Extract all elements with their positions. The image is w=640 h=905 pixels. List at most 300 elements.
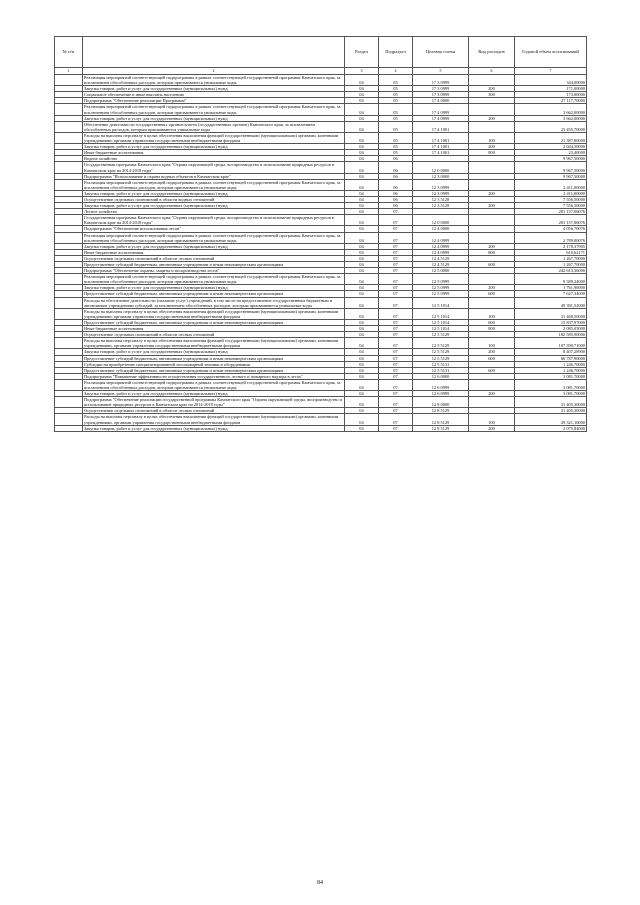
row-section-cell: 04 [345, 132, 379, 143]
row-target-cell: 12 6 0999 [413, 379, 469, 390]
table-row [55, 274, 587, 285]
row-subsection-cell: 07 [379, 373, 413, 379]
row-expense-type-cell: 200 [469, 144, 515, 150]
row-subsection-cell: 07 [379, 308, 413, 319]
table-row [55, 414, 587, 425]
table-row [55, 338, 587, 349]
row-subsection-cell: 07 [379, 414, 413, 425]
row-expense-type-cell: 100 [469, 308, 515, 319]
row-amount-cell: 2 085,05000 [515, 326, 587, 332]
column-index-row [55, 68, 587, 75]
row-amount-cell: 281 157,06076 [515, 209, 587, 215]
row-target-cell: 12 4 0999 [413, 249, 469, 255]
row-name-cell: Закупка товаров, работ и услуг для государственных (муниципальных) нужд [83, 115, 345, 121]
row-expense-type-cell: 200 [469, 86, 515, 92]
row-name-cell: Расходы на выплаты персоналу в целях обеспечения выполнения функций государственными (муниципальными) органами, казенными учреждениями, органами управления государственными внебюджетными фондами [83, 132, 345, 143]
row-amount-cell: 9 389,24000 [515, 274, 587, 285]
row-section-cell: 04 [345, 326, 379, 332]
row-target-cell: 12 0 0000 [413, 215, 469, 226]
row-target-cell: 12 5 5129 [413, 332, 469, 338]
row-expense-type-cell: 800 [469, 326, 515, 332]
row-section-cell: 04 [345, 285, 379, 291]
row-name-cell: Подпрограмма "Обеспечение использования лесов" [83, 226, 345, 232]
row-section-cell: 04 [345, 274, 379, 285]
row-name-cell: Осуществление отдельных полномочий в области лесных отношений [83, 408, 345, 414]
row-amount-cell: 27 117,70000 [515, 98, 587, 104]
row-subsection-cell: 05 [379, 104, 413, 115]
col-header-expense-type: Вид расходов [469, 37, 515, 68]
row-subsection-cell: 06 [379, 203, 413, 209]
row-subsection-cell: 07 [379, 326, 413, 332]
row-section-cell: 04 [345, 86, 379, 92]
table-row [55, 132, 587, 143]
row-section-cell: 04 [345, 104, 379, 115]
row-name-cell: Закупка товаров, работ и услуг для государственных (муниципальных) нужд [83, 285, 345, 291]
row-name-cell: Предоставление субсидий бюджетным, автономным учреждениям и иным некоммерческим организациям [83, 355, 345, 361]
row-amount-cell: 7 627,34000 [515, 291, 587, 297]
row-subsection-cell: 07 [379, 249, 413, 255]
row-subsection-cell: 06 [379, 179, 413, 190]
row-section-cell: 04 [345, 209, 379, 215]
row-subsection-cell: 07 [379, 209, 413, 215]
table-row [55, 215, 587, 226]
row-subsection-cell: 07 [379, 262, 413, 268]
row-section-cell: 04 [345, 319, 379, 325]
row-amount-cell: 281 157,06076 [515, 215, 587, 226]
row-target-cell: 12 5 5131 [413, 361, 469, 367]
row-amount-cell: 1 267,70000 [515, 255, 587, 261]
row-expense-type-cell: 600 [469, 319, 515, 325]
column-index: 6 [469, 68, 515, 75]
row-section-cell: 04 [345, 92, 379, 98]
row-name-cell: Подпрограмма "Обеспечение реализации Программы" [83, 98, 345, 104]
row-subsection-cell: 07 [379, 274, 413, 285]
row-name-cell: Расходы на выплаты персоналу в целях обеспечения выполнения функций государственными (муниципальными) органами, казенными учреждениями, органами управления государственными внебюджетными фондами [83, 414, 345, 425]
row-section-cell: 04 [345, 414, 379, 425]
row-name-cell: Закупка товаров, работ и услуг для государственных (муниципальных) нужд [83, 349, 345, 355]
col-header-annual-amount: Годовой объем ассигнований [515, 37, 587, 68]
row-name-cell: Закупка товаров, работ и услуг для государственных (муниципальных) нужд [83, 190, 345, 196]
row-expense-type-cell: 100 [469, 414, 515, 425]
row-target-cell: 12 8 5129 [413, 408, 469, 414]
row-target-cell: 12 4 0000 [413, 226, 469, 232]
row-name-cell: Реализация мероприятий соответствующей подпрограммы в рамках соответствующей государственной программы Камчатского края, за исключением обособленных расходов, которым присваиваются уникальные коды [83, 232, 345, 243]
table-row [55, 232, 587, 243]
row-target-cell: 12 3 0000 [413, 173, 469, 179]
row-subsection-cell: 07 [379, 391, 413, 397]
row-name-cell: Иные бюджетные ассигнования [83, 326, 345, 332]
row-expense-type-cell: 800 [469, 249, 515, 255]
row-name-cell: Закупка товаров, работ и услуг для государственных (муниципальных) нужд [83, 243, 345, 249]
row-section-cell: 04 [345, 338, 379, 349]
row-amount-cell: 31 405,30000 [515, 397, 587, 408]
table-row [55, 425, 587, 431]
row-target-cell: 12 8 5129 [413, 414, 469, 425]
row-target-cell: 12 8 0000 [413, 397, 469, 408]
row-target-cell: 12 3 0999 [413, 190, 469, 196]
row-target-cell: 12 5 5129 [413, 338, 469, 349]
row-section-cell: 04 [345, 297, 379, 308]
row-name-cell: Обеспечение деятельности государственных органов власти (государственных органов) Камчатского края, за исключением обособленных расходов, которым присваиваются уникальные коды [83, 121, 345, 132]
row-amount-cell: 610,62171 [515, 249, 587, 255]
row-target-cell: 12 6 0999 [413, 391, 469, 397]
row-name-cell: Закупка товаров, работ и услуг для государственных (муниципальных) нужд [83, 144, 345, 150]
row-name-cell: Предоставление субсидий бюджетным, автономным учреждениям и иным некоммерческим организациям [83, 262, 345, 268]
row-number-cell [55, 162, 83, 173]
row-subsection-cell: 07 [379, 232, 413, 243]
row-amount-cell: 49 391,52000 [515, 297, 587, 308]
row-section-cell: 04 [345, 156, 379, 162]
row-amount-cell: 7 556,50000 [515, 196, 587, 202]
row-section-cell: 04 [345, 397, 379, 408]
row-name-cell: Осуществление отдельных полномочий в области лесных отношений [83, 255, 345, 261]
page-number: 84 [317, 880, 323, 886]
row-number-cell [55, 425, 83, 431]
row-expense-type-cell [469, 75, 515, 86]
row-subsection-cell: 06 [379, 190, 413, 196]
row-target-cell: 17 4 1001 [413, 144, 469, 150]
row-amount-cell: 3 662,00000 [515, 115, 587, 121]
row-name-cell: Осуществление отдельных полномочий в области водных отношений [83, 196, 345, 202]
row-section-cell: 04 [345, 361, 379, 367]
row-section-cell: 04 [345, 373, 379, 379]
row-expense-type-cell: 600 [469, 367, 515, 373]
row-amount-cell: 7 556,50000 [515, 203, 587, 209]
row-section-cell: 04 [345, 162, 379, 173]
table-row [55, 379, 587, 390]
table-row [55, 162, 587, 173]
row-expense-type-cell: 200 [469, 243, 515, 249]
row-amount-cell: 107 390,71000 [515, 338, 587, 349]
row-subsection-cell: 06 [379, 162, 413, 173]
row-subsection-cell: 07 [379, 408, 413, 414]
row-amount-cell: 4 056,70076 [515, 226, 587, 232]
row-expense-type-cell: 200 [469, 115, 515, 121]
row-section-cell: 04 [345, 150, 379, 156]
row-expense-type-cell: 200 [469, 190, 515, 196]
row-target-cell: 12 8 5129 [413, 425, 469, 431]
row-section-cell: 04 [345, 232, 379, 243]
row-section-cell: 04 [345, 203, 379, 209]
row-name-cell: Реализация мероприятий соответствующей подпрограммы в рамках соответствующей государственной программы Камчатского края, за исключением обособленных расходов, которым присваиваются уникальные коды [83, 274, 345, 285]
row-amount-cell: 23 455,70000 [515, 121, 587, 132]
row-subsection-cell: 07 [379, 397, 413, 408]
row-name-cell: Реализация мероприятий соответствующей подпрограммы в рамках соответствующей государственной программы Камчатского края, за исключением обособленных расходов, которым присваиваются уникальные коды [83, 75, 345, 86]
row-subsection-cell: 05 [379, 121, 413, 132]
row-expense-type-cell: 200 [469, 285, 515, 291]
table-row [55, 308, 587, 319]
row-name-cell: Реализация мероприятий соответствующей подпрограммы в рамках соответствующей государственной программы Камчатского края, за исключением обособленных расходов, которым присваиваются уникальные коды [83, 179, 345, 190]
row-amount-cell: 344,00000 [515, 75, 587, 86]
row-amount-cell: 29 321,16000 [515, 414, 587, 425]
row-name-cell: Иные бюджетные ассигнования [83, 249, 345, 255]
row-target-cell: 12 5 0999 [413, 274, 469, 285]
row-name-cell: Закупка товаров, работ и услуг для государственных (муниципальных) нужд [83, 203, 345, 209]
row-target-cell: 12 5 0000 [413, 268, 469, 274]
row-expense-type-cell: 600 [469, 355, 515, 361]
row-section-cell: 04 [345, 332, 379, 338]
row-expense-type-cell [469, 104, 515, 115]
row-target-cell: 12 5 0999 [413, 285, 469, 291]
table-body [55, 75, 587, 432]
row-section-cell: 04 [345, 367, 379, 373]
row-amount-cell: 1 761,90000 [515, 285, 587, 291]
col-header-section: Раздел [345, 37, 379, 68]
row-target-cell: 12 5 5129 [413, 349, 469, 355]
row-amount-cell: 9 967,50000 [515, 162, 587, 173]
row-amount-cell: 15 837,97000 [515, 319, 587, 325]
row-subsection-cell: 07 [379, 332, 413, 338]
row-target-cell: 12 3 5128 [413, 196, 469, 202]
row-subsection-cell: 07 [379, 291, 413, 297]
row-expense-type-cell: 200 [469, 349, 515, 355]
row-name-cell: Предоставление субсидий бюджетным, автономным учреждениям и иным некоммерческим организациям [83, 319, 345, 325]
row-target-cell: 17 4 0000 [413, 98, 469, 104]
row-name-cell: Закупка товаров, работ и услуг для государственных (муниципальных) нужд [83, 391, 345, 397]
budget-table [54, 36, 587, 432]
row-target-cell: 17 3 0999 [413, 75, 469, 86]
row-name-cell: Подпрограмма "Обеспечение охраны, защиты и воспроизводства лесов" [83, 268, 345, 274]
row-section-cell: 04 [345, 121, 379, 132]
row-target-cell: 12 4 0999 [413, 243, 469, 249]
row-section-cell: 04 [345, 268, 379, 274]
row-section-cell: 04 [345, 173, 379, 179]
row-expense-type-cell: 800 [469, 150, 515, 156]
col-header-target-article: Целевая статья [413, 37, 469, 68]
table-row [55, 75, 587, 86]
row-subsection-cell: 05 [379, 98, 413, 104]
row-target-cell: 17 3 0999 [413, 86, 469, 92]
table-row [55, 397, 587, 408]
row-subsection-cell: 07 [379, 379, 413, 390]
row-subsection-cell: 07 [379, 297, 413, 308]
row-amount-cell: 3 081,70000 [515, 379, 587, 390]
row-section-cell: 04 [345, 349, 379, 355]
table-row [55, 104, 587, 115]
row-subsection-cell: 05 [379, 92, 413, 98]
row-name-cell: Водное хозяйство [83, 156, 345, 162]
row-section-cell: 04 [345, 425, 379, 431]
row-number-cell [55, 132, 83, 143]
row-target-cell: 17 3 0999 [413, 92, 469, 98]
row-section-cell: 04 [345, 226, 379, 232]
table-row [55, 297, 587, 308]
row-amount-cell: 9 967,50000 [515, 156, 587, 162]
row-section-cell: 04 [345, 196, 379, 202]
row-amount-cell: 2 178,37905 [515, 243, 587, 249]
row-name-cell: Субсидии на приобретение специализированной лесопожарной техники и оборудования [83, 361, 345, 367]
row-section-cell: 04 [345, 190, 379, 196]
row-target-cell: 17 4 0999 [413, 104, 469, 115]
row-section-cell: 04 [345, 98, 379, 104]
row-name-cell: Подпрограмма "Использование и охрана водных объектов в Камчатском крае" [83, 173, 345, 179]
column-index: 5 [413, 68, 469, 75]
row-number-cell [55, 179, 83, 190]
row-amount-cell: 3 662,00000 [515, 104, 587, 115]
row-amount-cell: 182 585,90000 [515, 332, 587, 338]
row-subsection-cell: 07 [379, 285, 413, 291]
row-name-cell: Расходы на обеспечение деятельности (оказание услуг) учреждений, в том числе на предоставление государственным бюджетным и автономным учреждениям субсидий, за исключением обособленных расходов, которым присваиваются уникальные коды [83, 297, 345, 308]
row-section-cell: 04 [345, 75, 379, 86]
row-subsection-cell: 07 [379, 338, 413, 349]
row-amount-cell: 2 075,84000 [515, 425, 587, 431]
row-name-cell: Социальное обеспечение и иные выплаты населению [83, 92, 345, 98]
row-subsection-cell: 07 [379, 243, 413, 249]
column-index: 3 [345, 68, 379, 75]
row-expense-type-cell: 200 [469, 391, 515, 397]
row-number-cell [55, 75, 83, 86]
row-number-cell [55, 232, 83, 243]
row-amount-cell: 2 044,50000 [515, 144, 587, 150]
col-header-name [83, 37, 345, 68]
column-index: 7 [515, 68, 587, 75]
row-expense-type-cell: 600 [469, 291, 515, 297]
row-section-cell: 04 [345, 291, 379, 297]
row-amount-cell: 2 411,00000 [515, 179, 587, 190]
column-index: 1 [55, 68, 83, 75]
row-subsection-cell: 07 [379, 215, 413, 226]
row-target-cell: 12 6 0000 [413, 373, 469, 379]
row-subsection-cell: 06 [379, 173, 413, 179]
row-number-cell [55, 338, 83, 349]
row-subsection-cell: 05 [379, 115, 413, 121]
row-target-cell: 12 4 5129 [413, 255, 469, 261]
row-name-cell: Подпрограмма "Повышение эффективности осуществления государственного лесного и пожарного надзора в лесах" [83, 373, 345, 379]
row-number-cell [55, 215, 83, 226]
table-header [55, 37, 587, 75]
row-expense-type-cell: 100 [469, 132, 515, 143]
row-subsection-cell: 05 [379, 132, 413, 143]
row-amount-cell: 23,40000 [515, 150, 587, 156]
row-expense-type-cell: 600 [469, 262, 515, 268]
row-number-cell [55, 104, 83, 115]
row-subsection-cell: 05 [379, 144, 413, 150]
column-index: 2 [83, 68, 345, 75]
row-target-cell: 12 5 1014 [413, 319, 469, 325]
row-section-cell: 04 [345, 115, 379, 121]
row-name-cell: Государственная программа Камчатского края "Охрана окружающей среды, воспроизводство и использование природных ресурсов в Камчатском крае на 2014-2018 годы" [83, 215, 345, 226]
row-name-cell: Подпрограмма "Обеспечение реализации государственной программы Камчатского края "Охрана окружающей среды, воспроизводство и использование природных ресурсов в Камчатском крае на 2014-2018 годы" [83, 397, 345, 408]
row-amount-cell: 31 468,50000 [515, 308, 587, 319]
col-header-subsection: Подраздел [379, 37, 413, 68]
row-expense-type-cell [469, 179, 515, 190]
table-row [55, 121, 587, 132]
row-number-cell [55, 308, 83, 319]
row-section-cell: 04 [345, 144, 379, 150]
row-amount-cell: 31 405,30000 [515, 408, 587, 414]
row-section-cell: 04 [345, 249, 379, 255]
row-target-cell: 12 5 5131 [413, 367, 469, 373]
row-subsection-cell: 05 [379, 86, 413, 92]
row-section-cell: 04 [345, 355, 379, 361]
row-expense-type-cell [469, 297, 515, 308]
row-target-cell: 12 5 0999 [413, 291, 469, 297]
row-subsection-cell: 07 [379, 255, 413, 261]
row-expense-type-cell: 300 [469, 92, 515, 98]
table-row [55, 179, 587, 190]
row-amount-cell: 3 081,70000 [515, 391, 587, 397]
col-header-number: № п/п [55, 37, 83, 68]
row-expense-type-cell: 100 [469, 338, 515, 349]
row-subsection-cell: 07 [379, 349, 413, 355]
row-target-cell: 17 4 1001 [413, 132, 469, 143]
row-subsection-cell: 07 [379, 268, 413, 274]
row-expense-type-cell [469, 215, 515, 226]
row-expense-type-cell [469, 121, 515, 132]
row-name-cell: Реализация мероприятий соответствующей подпрограммы в рамках соответствующей государственной программы Камчатского края, за исключением обособленных расходов, которым присваиваются уникальные коды [83, 104, 345, 115]
row-section-cell: 04 [345, 391, 379, 397]
row-name-cell: Закупка товаров, работ и услуг для государственных (муниципальных) нужд [83, 86, 345, 92]
row-amount-cell: 242 613,36000 [515, 268, 587, 274]
row-target-cell: 17 4 1001 [413, 150, 469, 156]
row-subsection-cell: 07 [379, 355, 413, 361]
row-amount-cell: 1 267,70000 [515, 262, 587, 268]
row-subsection-cell: 07 [379, 361, 413, 367]
row-target-cell: 17 4 1001 [413, 121, 469, 132]
row-section-cell: 04 [345, 215, 379, 226]
row-target-cell: 12 3 0999 [413, 179, 469, 190]
row-expense-type-cell [469, 274, 515, 285]
row-amount-cell: 3 081,70000 [515, 373, 587, 379]
row-amount-cell: 9 967,50000 [515, 173, 587, 179]
row-section-cell: 04 [345, 379, 379, 390]
row-amount-cell: 1 246,70000 [515, 361, 587, 367]
row-target-cell: 12 5 5129 [413, 355, 469, 361]
row-name-cell: Расходы на выплаты персоналу в целях обеспечения выполнения функций государственными (муниципальными) органами, казенными учреждениями, органами управления государственными внебюджетными фондами [83, 308, 345, 319]
row-name-cell: Осуществление отдельных полномочий в области лесных отношений [83, 332, 345, 338]
row-amount-cell: 66 787,90000 [515, 355, 587, 361]
row-section-cell: 04 [345, 408, 379, 414]
row-number-cell [55, 121, 83, 132]
row-expense-type-cell [469, 162, 515, 173]
row-name-cell: Предоставление субсидий бюджетным, автономным учреждениям и иным некоммерческим организациям [83, 367, 345, 373]
row-name-cell: Реализация мероприятий соответствующей подпрограммы в рамках соответствующей государственной программы Камчатского края, за исключением обособленных расходов, которым присваиваются уникальные коды [83, 379, 345, 390]
row-amount-cell: 1 246,70000 [515, 367, 587, 373]
row-name-cell: Государственная программа Камчатского края "Охрана окружающей среды, воспроизводство и использование природных ресурсов в Камчатском крае на 2014-2018 годы" [83, 162, 345, 173]
row-number-cell [55, 397, 83, 408]
row-expense-type-cell [469, 232, 515, 243]
row-name-cell: Предоставление субсидий бюджетным, автономным учреждениям и иным некоммерческим организациям [83, 291, 345, 297]
row-expense-type-cell [469, 397, 515, 408]
row-expense-type-cell: 200 [469, 425, 515, 431]
row-section-cell: 04 [345, 262, 379, 268]
row-number-cell [55, 297, 83, 308]
row-subsection-cell: 07 [379, 226, 413, 232]
row-section-cell: 04 [345, 179, 379, 190]
row-subsection-cell: 07 [379, 319, 413, 325]
row-target-cell: 12 0 0000 [413, 162, 469, 173]
row-expense-type-cell: 200 [469, 203, 515, 209]
row-target-cell: 12 4 5129 [413, 262, 469, 268]
row-section-cell: 04 [345, 255, 379, 261]
row-amount-cell: 8 407,28900 [515, 349, 587, 355]
row-target-cell: 12 5 1014 [413, 326, 469, 332]
column-index: 4 [379, 68, 413, 75]
row-target-cell: 12 5 1014 [413, 297, 469, 308]
row-amount-cell: 21 387,80000 [515, 132, 587, 143]
row-number-cell [55, 274, 83, 285]
row-subsection-cell: 05 [379, 150, 413, 156]
row-number-cell [55, 414, 83, 425]
row-subsection-cell: 06 [379, 156, 413, 162]
row-subsection-cell: 06 [379, 196, 413, 202]
row-expense-type-cell [469, 379, 515, 390]
row-name-cell: Расходы на выплаты персоналу в целях обеспечения выполнения функций государственными (муниципальными) органами, казенными учреждениями, органами управления государственными внебюджетными фондами [83, 338, 345, 349]
row-target-cell: 12 3 5128 [413, 203, 469, 209]
row-subsection-cell: 07 [379, 367, 413, 373]
row-amount-cell: 2 789,00076 [515, 232, 587, 243]
row-subsection-cell: 07 [379, 425, 413, 431]
